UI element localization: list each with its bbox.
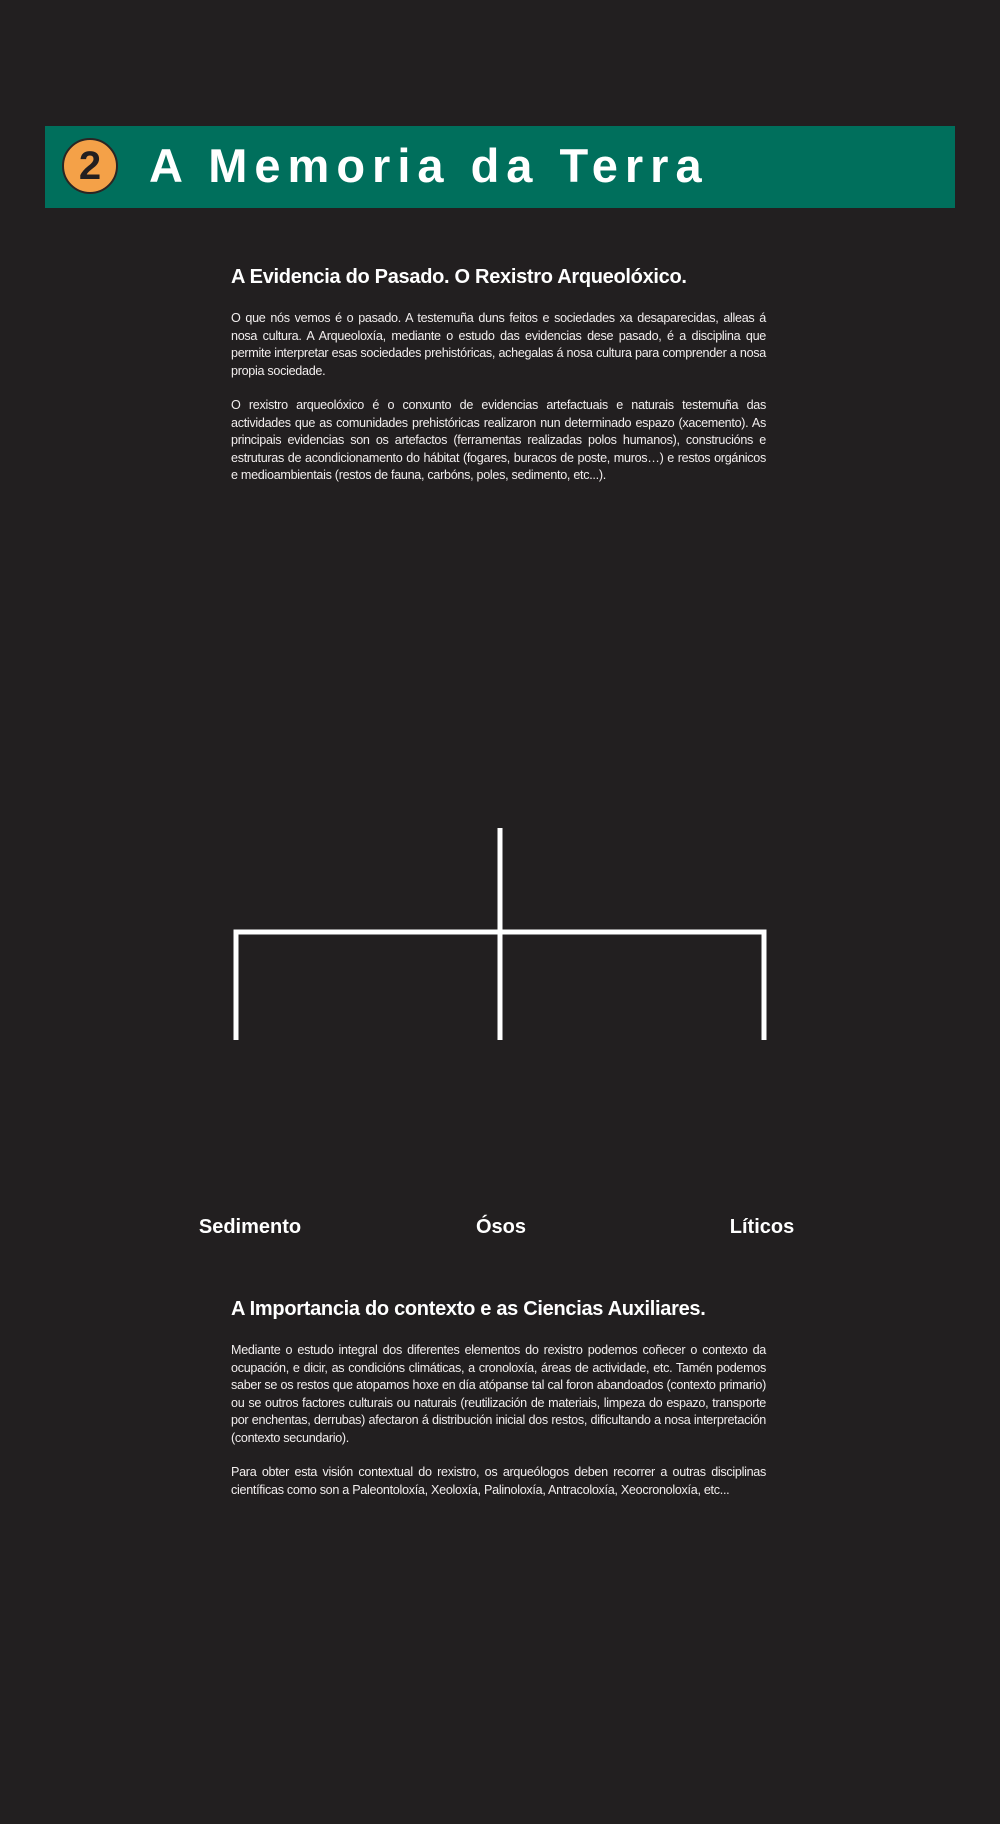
section-context-paragraph-1: Mediante o estudo integral dos diferentes elementos do rexistro podemos coñecer o contexto da ocupación, e dicir, as condicións climáticas, a cronoloxía, áreas de actividade, etc. Tamén podemos saber se os restos que atopamos hoxe en día atópanse tal cal foron abandoados (contexto primario) ou se outros factores culturais ou naturais (reutilización de materiais, limpeza do espazo, transporte por enchentas, derrubas) afectaron á distribución inicial dos restos, dificultando a nosa interpretación (contexto secundario). [231,1343,766,1445]
section-number-badge: 2 [62,138,118,194]
header-band [45,126,955,208]
branch-label-sedimento: Sedimento [198,1216,302,1238]
section-context [231,1296,766,1499]
section-evidence-paragraph-2: O rexistro arqueolóxico é o conxunto de evidencias artefactuais e naturais testemuña das actividades que as comunidades prehistóricas realizaron nun determinado espazo (xacemento). As principais evidencias son os artefactos (ferramentas realizadas polos humanos), construcións e estruturas de acondicionamento do hábitat (fogares, buracos de poste, muros…) e restos orgánicos e medioambientais (restos de fauna, carbóns, poles, sedimento, etc...). [231,398,766,482]
section-context-heading: A Importancia do contexto e as Ciencias Auxiliares. [231,1298,706,1320]
section-evidence-heading: A Evidencia do Pasado. O Rexistro Arqueolóxico. [231,266,687,288]
diagram-crossbar-line [236,932,764,1040]
section-context-paragraph-2: Para obter esta visión contextual do rexistro, os arqueólogos deben recorrer a outras disciplinas científicas como son a Paleontoloxía, Xeoloxía, Palinoloxía, Antracoloxía, Xeocronoloxía, etc... [231,1465,766,1497]
branch-label-liticos: Líticos [729,1216,795,1238]
page-title: A Memoria da Terra [149,139,709,192]
section-evidence-paragraph-1: O que nós vemos é o pasado. A testemuña duns feitos e sociedades xa desaparecidas, alleas á nosa cultura. A Arqueoloxía, mediante o estudo das evidencias dese pasado, é a disciplina que permite interpretar esas sociedades prehistóricas, achegalas á nosa cultura para comprender a nosa propia sociedade. [231,311,766,378]
branch-label-osos: Ósos [475,1216,527,1238]
section-evidence [231,264,766,485]
